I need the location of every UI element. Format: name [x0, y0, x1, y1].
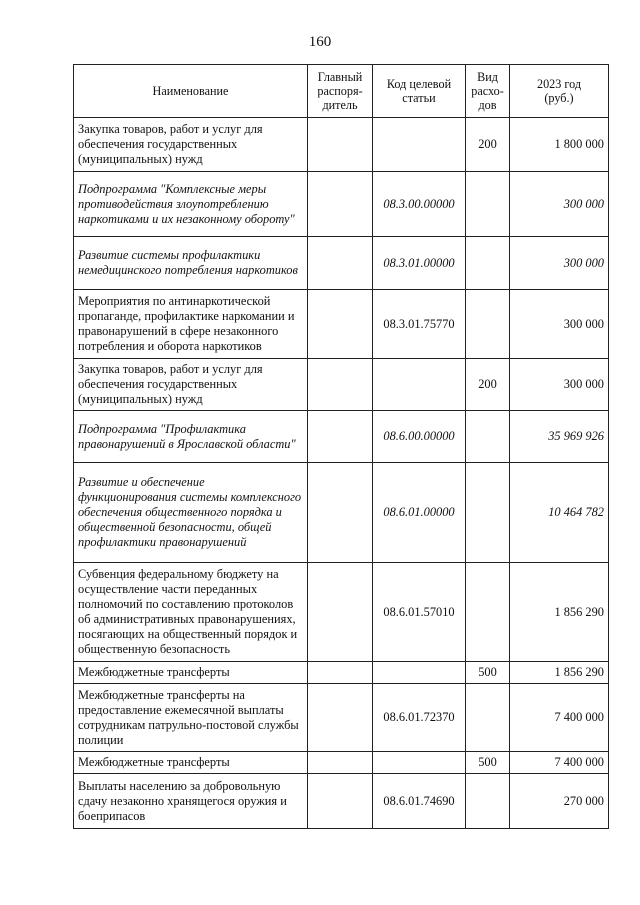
- row-code-cell: 08.6.01.74690: [373, 774, 466, 829]
- row-name-cell: Межбюджетные трансферты на предоставление ежемесячной выплаты сотрудникам патрульно-постовой службы полиции: [74, 684, 308, 752]
- row-name-cell: Закупка товаров, работ и услуг для обеспечения государственных (муниципальных) нужд: [74, 359, 308, 411]
- row-amount-cell: 10 464 782: [510, 463, 609, 563]
- row-expense-type-cell: [466, 237, 510, 290]
- table-row: [74, 684, 609, 752]
- row-manager-cell: [308, 237, 373, 290]
- table-row: [74, 237, 609, 290]
- row-expense-type-cell: [466, 563, 510, 662]
- budget-table: [73, 64, 609, 829]
- row-expense-type-cell: [466, 411, 510, 463]
- row-expense-type-cell: 500: [466, 662, 510, 684]
- row-amount-cell: 300 000: [510, 359, 609, 411]
- table-row: [74, 118, 609, 172]
- row-amount-cell: 1 856 290: [510, 563, 609, 662]
- row-amount-cell: 300 000: [510, 172, 609, 237]
- row-name-cell: Субвенция федеральному бюджету на осуществление части переданных полномочий по составлению протоколов об административных правонарушениях, посягающих на общественный порядок и общественную безопасность: [74, 563, 308, 662]
- row-name-cell: Развитие системы профилактики немедицинского потребления наркотиков: [74, 237, 308, 290]
- row-expense-type-cell: [466, 172, 510, 237]
- row-manager-cell: [308, 172, 373, 237]
- row-expense-type-cell: 200: [466, 118, 510, 172]
- row-code-cell: [373, 359, 466, 411]
- table-row: [74, 774, 609, 829]
- row-amount-cell: 1 856 290: [510, 662, 609, 684]
- header-expense-type: Вид расхо- дов: [466, 65, 510, 118]
- row-expense-type-cell: [466, 774, 510, 829]
- table-row: [74, 290, 609, 359]
- row-amount-cell: 270 000: [510, 774, 609, 829]
- row-code-cell: 08.6.01.00000: [373, 463, 466, 563]
- header-target-code: Код целевой статьи: [373, 65, 466, 118]
- row-amount-cell: 7 400 000: [510, 752, 609, 774]
- row-manager-cell: [308, 290, 373, 359]
- row-manager-cell: [308, 774, 373, 829]
- row-amount-cell: 300 000: [510, 237, 609, 290]
- header-amount-2023: 2023 год (руб.): [510, 65, 609, 118]
- row-manager-cell: [308, 662, 373, 684]
- row-name-cell: Выплаты населению за добровольную сдачу незаконно хранящегося оружия и боеприпасов: [74, 774, 308, 829]
- row-expense-type-cell: [466, 290, 510, 359]
- row-code-cell: [373, 752, 466, 774]
- table-row: [74, 359, 609, 411]
- row-expense-type-cell: 500: [466, 752, 510, 774]
- table-row: [74, 662, 609, 684]
- row-code-cell: [373, 662, 466, 684]
- row-code-cell: 08.3.01.00000: [373, 237, 466, 290]
- header-name: Наименование: [74, 65, 308, 118]
- row-manager-cell: [308, 563, 373, 662]
- page-number: 160: [308, 34, 332, 50]
- table-row: [74, 563, 609, 662]
- row-expense-type-cell: [466, 684, 510, 752]
- table-row: [74, 172, 609, 237]
- row-manager-cell: [308, 359, 373, 411]
- table-header-row: [74, 65, 609, 118]
- row-manager-cell: [308, 684, 373, 752]
- row-name-cell: Подпрограмма "Комплексные меры противодействия злоупотреблению наркотиками и их незаконному обороту": [74, 172, 308, 237]
- row-expense-type-cell: [466, 463, 510, 563]
- row-manager-cell: [308, 752, 373, 774]
- row-name-cell: Мероприятия по антинаркотической пропаганде, профилактике наркомании и правонарушений в сфере незаконного потребления и оборота наркотиков: [74, 290, 308, 359]
- row-manager-cell: [308, 411, 373, 463]
- row-expense-type-cell: 200: [466, 359, 510, 411]
- row-name-cell: Закупка товаров, работ и услуг для обеспечения государственных (муниципальных) нужд: [74, 118, 308, 172]
- row-amount-cell: 35 969 926: [510, 411, 609, 463]
- row-code-cell: 08.3.00.00000: [373, 172, 466, 237]
- table-row: [74, 463, 609, 563]
- row-code-cell: 08.6.01.57010: [373, 563, 466, 662]
- table-row: [74, 752, 609, 774]
- row-name-cell: Межбюджетные трансферты: [74, 752, 308, 774]
- row-name-cell: Развитие и обеспечение функционирования системы комплексного обеспечения общественного порядка и общественной безопасности, общей профилактики правонарушений: [74, 463, 308, 563]
- table-row: [74, 411, 609, 463]
- row-manager-cell: [308, 118, 373, 172]
- row-amount-cell: 7 400 000: [510, 684, 609, 752]
- row-code-cell: 08.6.00.00000: [373, 411, 466, 463]
- row-code-cell: 08.6.01.72370: [373, 684, 466, 752]
- row-amount-cell: 1 800 000: [510, 118, 609, 172]
- row-manager-cell: [308, 463, 373, 563]
- row-code-cell: 08.3.01.75770: [373, 290, 466, 359]
- row-code-cell: [373, 118, 466, 172]
- row-name-cell: Подпрограмма "Профилактика правонарушений в Ярославской области": [74, 411, 308, 463]
- header-main-manager: Главный распоря- дитель: [308, 65, 373, 118]
- row-amount-cell: 300 000: [510, 290, 609, 359]
- row-name-cell: Межбюджетные трансферты: [74, 662, 308, 684]
